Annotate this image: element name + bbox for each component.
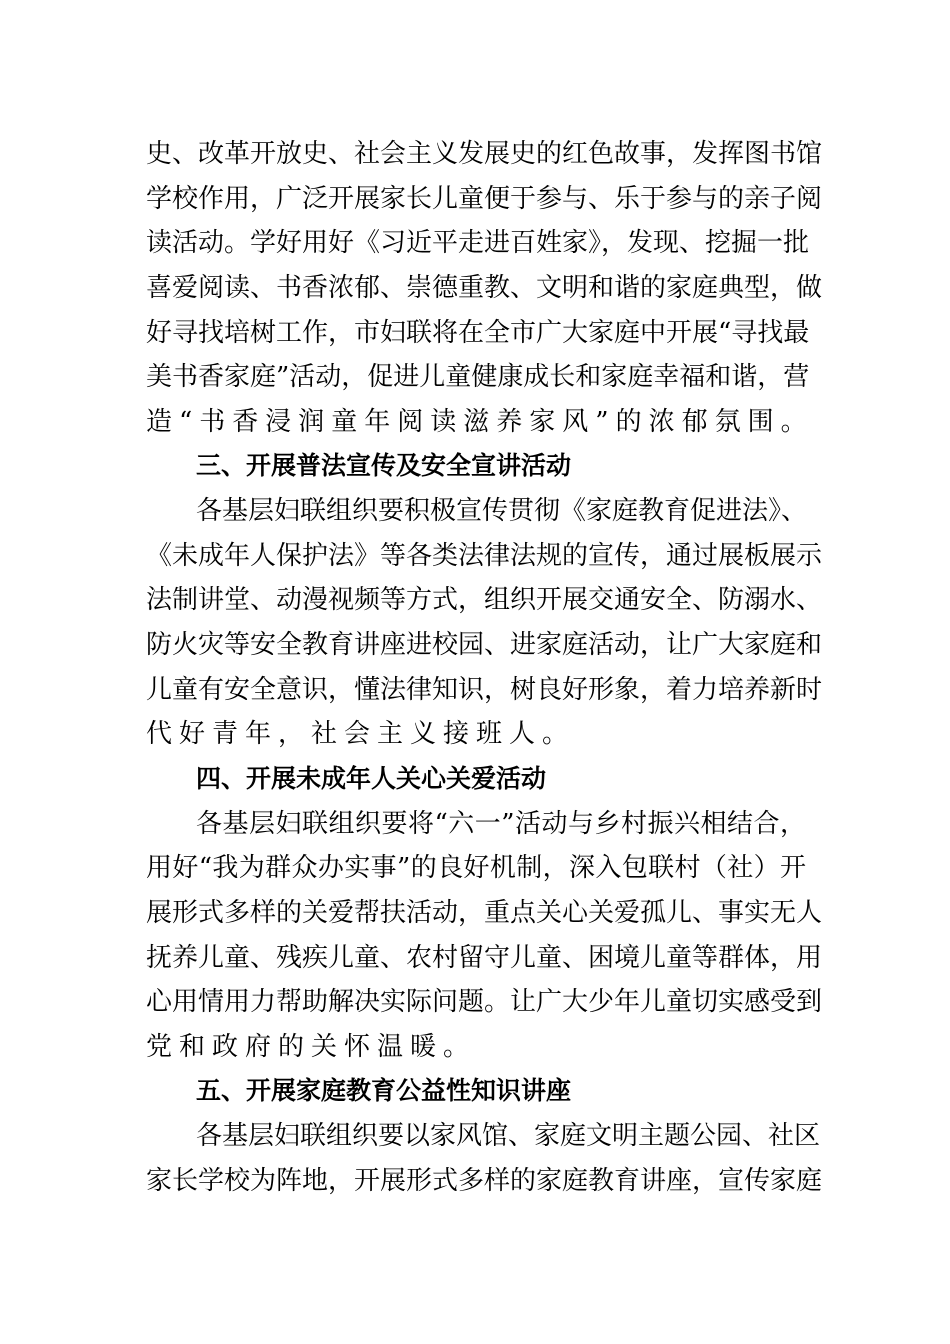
section-heading-3: 三、开展普法宣传及安全宣讲活动 xyxy=(196,451,572,481)
text-line: 党和政府的关怀温暖。 xyxy=(146,1031,477,1062)
text-line: 用好“我为群众办实事”的良好机制，深入包联村（社）开 xyxy=(146,853,806,884)
section-heading-5: 五、开展家庭教育公益性知识讲座 xyxy=(196,1076,572,1106)
paragraph-legal-safety xyxy=(146,489,826,757)
text-line: 学校作用，广泛开展家长儿童便于参与、乐于参与的亲子阅 xyxy=(146,183,823,214)
text-line: 史、改革开放史、社会主义发展史的红色故事，发挥图书馆 xyxy=(146,139,823,169)
text-line: 好寻找培树工作，市妇联将在全市广大家庭中开展“寻找最 xyxy=(146,317,810,348)
document-body xyxy=(146,132,826,1203)
text-line: 代好青年，社会主义接班人。 xyxy=(146,719,576,750)
text-line: 儿童有安全意识，懂法律知识，树良好形象，着力培养新时 xyxy=(146,674,823,705)
paragraph-family-education-lectures xyxy=(146,1114,826,1203)
text-line: 防火灾等安全教育讲座进校园、进家庭活动，让广大家庭和 xyxy=(146,630,823,661)
text-line: 心用情用力帮助解决实际问题。让广大少年儿童切实感受到 xyxy=(146,987,823,1018)
text-line: 抚养儿童、残疾儿童、农村留守儿童、困境儿童等群体，用 xyxy=(146,942,823,973)
text-line: 《未成年人保护法》等各类法律法规的宣传，通过展板展示 xyxy=(146,540,823,571)
text-line: 家长学校为阵地，开展形式多样的家庭教育讲座，宣传家庭 xyxy=(146,1165,823,1196)
paragraph-reading-activities xyxy=(146,132,826,444)
text-line: 读活动。学好用好《习近平走进百姓家》，发现、挖掘一批 xyxy=(146,228,810,259)
section-heading-4: 四、开展未成年人关心关爱活动 xyxy=(196,763,547,793)
text-line: 美书香家庭”活动，促进儿童健康成长和家庭幸福和谐，营 xyxy=(146,362,810,393)
text-line: 造“书香浸润童年阅读滋养家风”的浓郁氛围。 xyxy=(146,406,814,437)
paragraph-minor-care xyxy=(146,802,826,1070)
text-line: 法制讲堂、动漫视频等方式，组织开展交通安全、防溺水、 xyxy=(146,585,823,616)
text-line: 各基层妇联组织要以家风馆、家庭文明主题公园、社区 xyxy=(196,1121,821,1152)
text-line: 各基层妇联组织要积极宣传贯彻《家庭教育促进法》、 xyxy=(196,496,808,527)
text-line: 展形式多样的关爱帮扶活动，重点关心关爱孤儿、事实无人 xyxy=(146,897,823,928)
text-line: 各基层妇联组织要将“六一”活动与乡村振兴相结合， xyxy=(196,808,806,839)
text-line: 喜爱阅读、书香浓郁、崇德重教、文明和谐的家庭典型，做 xyxy=(146,272,823,303)
